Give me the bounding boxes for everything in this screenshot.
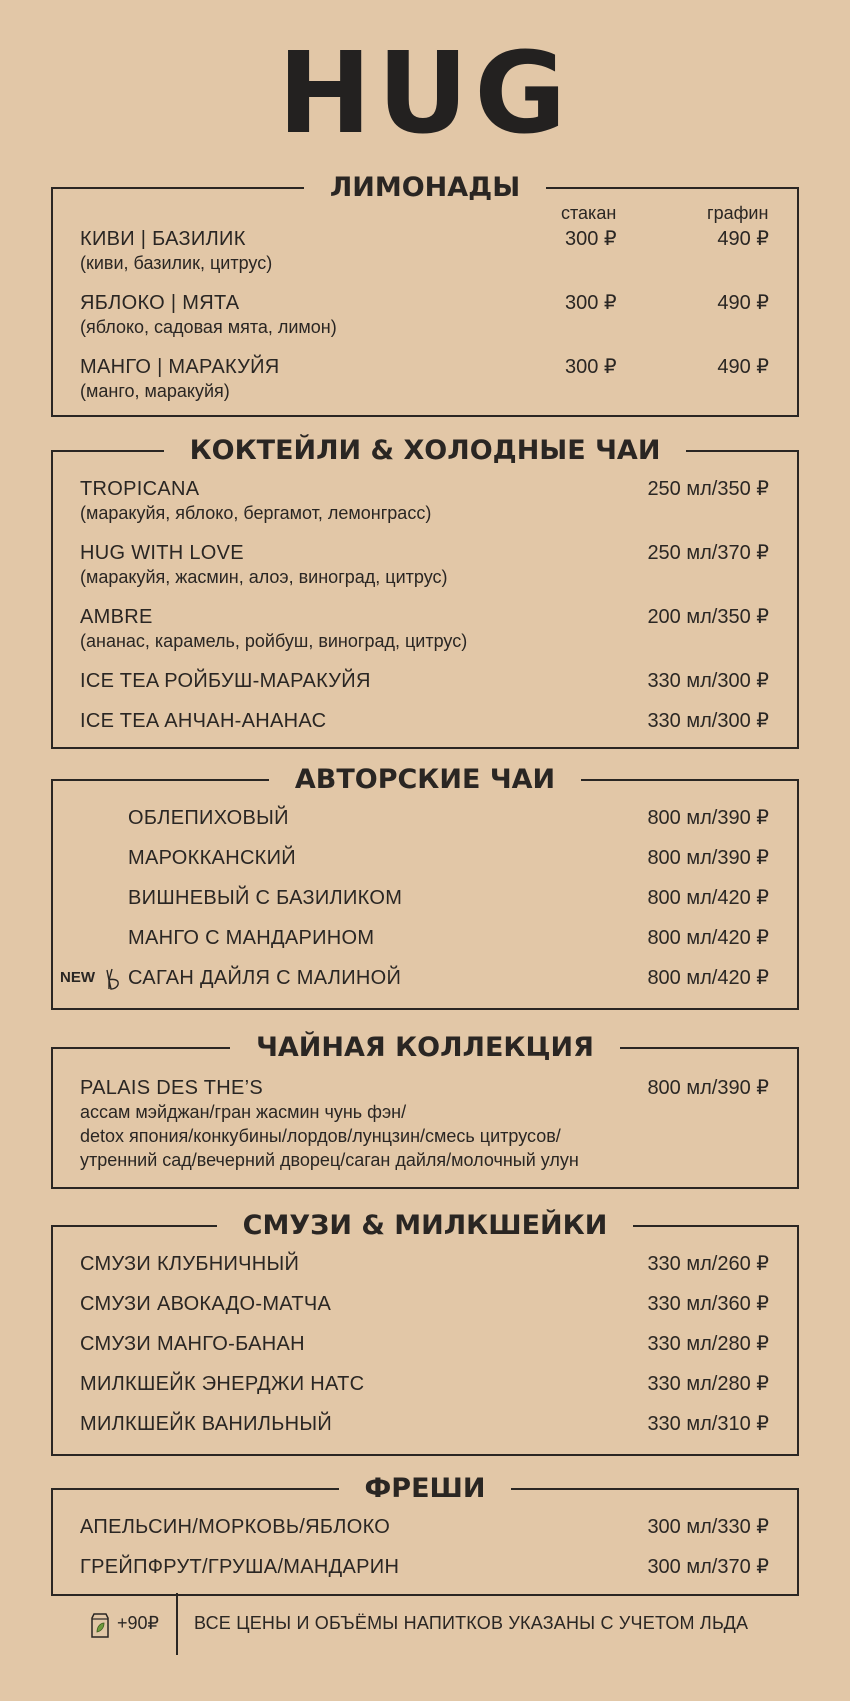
item-name: AMBRE <box>80 606 153 628</box>
section-author-teas <box>51 764 799 1010</box>
item-name: САГАН ДАЙЛЯ С МАЛИНОЙ <box>128 967 402 989</box>
menu-item <box>80 541 769 589</box>
tea-list-line: утренний сад/вечерний дворец/саган дайля/молочный улун <box>80 1150 579 1170</box>
menu-item <box>80 355 769 403</box>
menu-item <box>80 227 769 275</box>
item-price: 330 мл/260 ₽ <box>647 1253 769 1275</box>
section-fresh <box>51 1473 799 1596</box>
menu-item <box>80 926 769 950</box>
item-name: СМУЗИ АВОКАДО-МАТЧА <box>80 1293 332 1315</box>
item-price: 800 мл/420 ₽ <box>647 927 769 949</box>
column-header-carafe: графин <box>707 203 769 223</box>
menu-item <box>80 291 769 339</box>
menu-item <box>80 1412 769 1436</box>
menu-item <box>80 605 769 653</box>
section-title: ЛИМОНАДЫ <box>304 171 546 205</box>
section-tea-collection <box>51 1032 799 1189</box>
section-title: КОКТЕЙЛИ & ХОЛОДНЫЕ ЧАИ <box>164 434 687 468</box>
item-price: 330 мл/310 ₽ <box>647 1413 769 1435</box>
item-price: 300 мл/370 ₽ <box>647 1556 769 1578</box>
item-name: МАРОККАНСКИЙ <box>128 847 296 869</box>
item-price-glass: 300 ₽ <box>565 228 617 250</box>
item-description: (маракуйя, жасмин, алоэ, виноград, цитрус) <box>80 567 448 587</box>
item-name: ЯБЛОКО | МЯТА <box>80 292 240 314</box>
item-price: 330 мл/360 ₽ <box>647 1293 769 1315</box>
item-name: СМУЗИ МАНГО-БАНАН <box>80 1333 305 1355</box>
item-name: МАНГО С МАНДАРИНОМ <box>128 927 375 949</box>
item-price-carafe: 490 ₽ <box>717 356 769 378</box>
item-price: 800 мл/390 ₽ <box>647 847 769 869</box>
section-title: СМУЗИ & МИЛКШЕЙКИ <box>217 1209 634 1243</box>
item-description: (манго, маракуйя) <box>80 381 230 401</box>
item-name: HUG WITH LOVE <box>80 542 244 564</box>
item-price: 800 мл/390 ₽ <box>647 1077 769 1099</box>
footer-note: ВСЕ ЦЕНЫ И ОБЪЁМЫ НАПИТКОВ УКАЗАНЫ С УЧЕТОМ ЛЬДА <box>194 1613 749 1633</box>
menu-item <box>80 709 769 733</box>
item-price-carafe: 490 ₽ <box>717 292 769 314</box>
section-title: ЧАЙНАЯ КОЛЛЕКЦИЯ <box>230 1031 620 1065</box>
menu-item <box>80 1372 769 1396</box>
item-name: ICE TEA АНЧАН-АНАНАС <box>80 710 327 732</box>
item-name: МИЛКШЕЙК ЭНЕРДЖИ НАТС <box>80 1373 365 1395</box>
section-title: АВТОРСКИЕ ЧАИ <box>269 763 581 797</box>
brand-logo: HUG <box>277 29 573 159</box>
menu-item <box>80 1252 769 1276</box>
item-price: 200 мл/350 ₽ <box>647 606 769 628</box>
section-title: ФРЕШИ <box>339 1472 512 1506</box>
menu-item <box>80 1515 769 1539</box>
menu-item <box>80 1292 769 1316</box>
menu-item <box>80 1555 769 1579</box>
menu-item <box>80 1076 769 1172</box>
section-cocktails <box>51 435 799 749</box>
section-smoothies <box>51 1210 799 1456</box>
item-name: МАНГО | МАРАКУЙЯ <box>80 356 280 378</box>
menu-item <box>80 966 769 990</box>
surcharge-price: +90₽ <box>117 1613 159 1633</box>
item-price-glass: 300 ₽ <box>565 292 617 314</box>
item-name: ВИШНЕВЫЙ С БАЗИЛИКОМ <box>128 887 403 909</box>
item-name: МИЛКШЕЙК ВАНИЛЬНЫЙ <box>80 1413 333 1435</box>
section-lemonades <box>51 172 799 417</box>
item-description: (киви, базилик, цитрус) <box>80 253 273 273</box>
item-price: 330 мл/300 ₽ <box>647 670 769 692</box>
item-price: 330 мл/280 ₽ <box>647 1333 769 1355</box>
item-name: СМУЗИ КЛУБНИЧНЫЙ <box>80 1253 300 1275</box>
tea-list-line: ассам мэйджан/гран жасмин чунь фэн/ <box>80 1102 407 1122</box>
item-price-carafe: 490 ₽ <box>717 228 769 250</box>
item-price: 250 мл/350 ₽ <box>647 478 769 500</box>
menu-item <box>80 806 769 830</box>
item-description: (маракуйя, яблоко, бергамот, лемонграсс) <box>80 503 432 523</box>
item-name: PALAIS DES THE’S <box>80 1077 264 1099</box>
item-price: 330 мл/300 ₽ <box>647 710 769 732</box>
item-price: 330 мл/280 ₽ <box>647 1373 769 1395</box>
new-badge: NEW <box>60 969 95 986</box>
item-name: TROPICANA <box>80 478 200 500</box>
item-price-glass: 300 ₽ <box>565 356 617 378</box>
item-price: 300 мл/330 ₽ <box>647 1516 769 1538</box>
divider <box>176 1593 178 1655</box>
menu-item <box>80 886 769 910</box>
item-description: (ананас, карамель, ройбуш, виноград, цитрус) <box>80 631 468 651</box>
footer <box>51 1593 799 1655</box>
item-name: АПЕЛЬСИН/МОРКОВЬ/ЯБЛОКО <box>80 1516 391 1538</box>
item-name: КИВИ | БАЗИЛИК <box>80 228 246 250</box>
cup-icon <box>89 1611 113 1644</box>
column-header-glass: стакан <box>561 203 617 223</box>
item-description: (яблоко, садовая мята, лимон) <box>80 317 337 337</box>
menu-item <box>80 846 769 870</box>
tea-list-line: detox япония/конкубины/лордов/лунцзин/смесь цитрусов/ <box>80 1126 561 1146</box>
item-name: ICE TEA РОЙБУШ-МАРАКУЙЯ <box>80 670 371 692</box>
item-name: ГРЕЙПФРУТ/ГРУША/МАНДАРИН <box>80 1556 400 1578</box>
item-price: 800 мл/420 ₽ <box>647 887 769 909</box>
menu-item <box>80 477 769 525</box>
menu-item <box>80 1332 769 1356</box>
menu-item <box>80 669 769 693</box>
item-name: ОБЛЕПИХОВЫЙ <box>128 807 289 829</box>
item-price: 800 мл/420 ₽ <box>647 967 769 989</box>
item-price: 250 мл/370 ₽ <box>647 542 769 564</box>
item-price: 800 мл/390 ₽ <box>647 807 769 829</box>
